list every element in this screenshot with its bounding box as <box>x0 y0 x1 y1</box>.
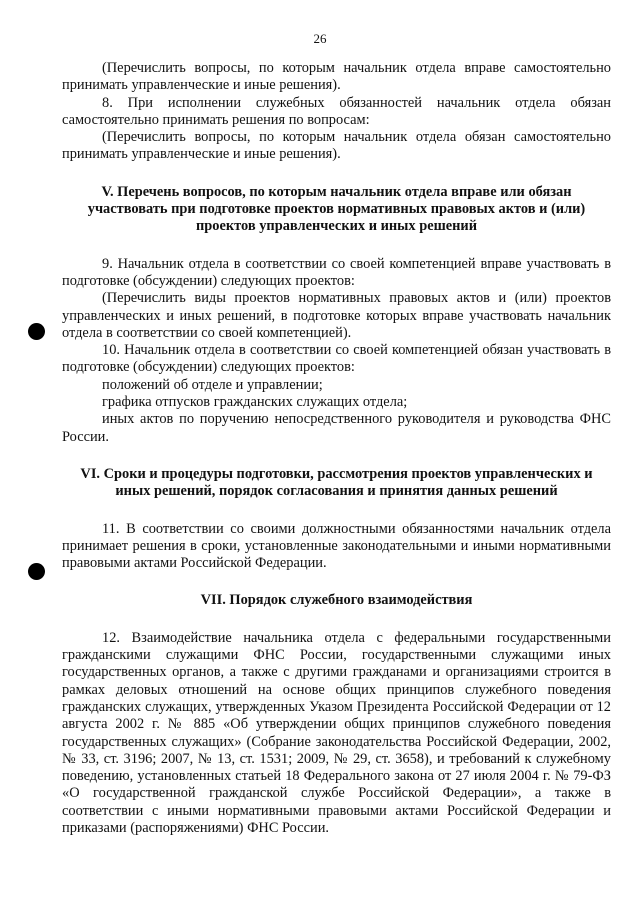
list-item-10-c: иных актов по поручению непосредственного руководителя и руководства ФНС России. <box>62 411 611 445</box>
paragraph-item-12: 12. Взаимодействие начальника отдела с федеральными государственными гражданскими служащими ФНС России, государственными служащими иных государственных органов, а также с другими гражданами и организациями строится в рамках деловых отношений на основе общих принципов служебного поведения гражданских служащих, утвержденных Указом Президента Российской Федерации от 12 августа 2002 г. № 885 «Об утверждении общих принципов служебного поведения государственных служащих» (Собрание законодательства Российской Федерации, 2002, № 33, ст. 3196; 2007, № 13, ст. 1531; 2009, № 29, ст. 3658), и требований к служебному поведению, установленных статьей 18 Федерального закона от 27 июля 2004 г. № 79-ФЗ «О государственной гражданской службе Российской Федерации», а также в соответствии с иными нормативными правовыми актами Российской Федерации и приказами (распоряжениями) ФНС России. <box>62 629 611 836</box>
list-item-10-b: графика отпусков гражданских служащих отдела; <box>102 394 408 411</box>
spacer <box>62 572 611 592</box>
section-v-heading: V. Перечень вопросов, по которым начальник отдела вправе или обязан участвовать при подготовке проектов нормативных правовых актов и (или) проектов управленческих и иных решений <box>87 183 586 235</box>
paragraph-item-11: 11. В соответствии со своими должностными обязанностями начальник отдела принимает решения в сроки, установленные законодательными и иными нормативными правовыми актами Российской Федерации. <box>62 520 611 572</box>
paragraph-list-note: (Перечислить вопросы, по которым начальник отдела обязан самостоятельно принимать управленческие и иные решения). <box>62 129 611 163</box>
punch-hole-mark <box>28 323 45 340</box>
paragraph-item-8: 8. При исполнении служебных обязанностей начальник отдела обязан самостоятельно принимать решения по вопросам: <box>62 94 611 128</box>
page-number: 26 <box>313 31 327 46</box>
paragraph-item-9-note: (Перечислить виды проектов нормативных правовых актов и (или) проектов управленческих и иных решений, в подготовке которых вправе участвовать начальник отдела в соответствии со своей компетенцией). <box>62 290 611 341</box>
spacer <box>62 610 611 630</box>
punch-hole-mark <box>28 563 45 580</box>
spacer <box>62 501 611 521</box>
document-body <box>62 60 611 837</box>
list-item-10-a: положений об отделе и управлении; <box>102 376 323 393</box>
spacer <box>62 446 611 466</box>
spacer <box>62 164 611 184</box>
spacer <box>62 236 611 256</box>
paragraph-list-note: (Перечислить вопросы, по которым начальник отдела вправе самостоятельно принимать управленческие и иные решения). <box>62 60 611 94</box>
section-vi-heading: VI. Сроки и процедуры подготовки, рассмотрения проектов управленческих и иных решений, порядок согласования и принятия данных решений <box>80 465 593 500</box>
paragraph-item-10: 10. Начальник отдела в соответствии со своей компетенцией обязан участвовать в подготовке (обсуждении) следующих проектов: <box>62 342 611 376</box>
paragraph-item-9: 9. Начальник отдела в соответствии со своей компетенцией вправе участвовать в подготовке (обсуждении) следующих проектов: <box>62 255 611 289</box>
section-vii-heading: VII. Порядок служебного взаимодействия <box>200 592 473 609</box>
